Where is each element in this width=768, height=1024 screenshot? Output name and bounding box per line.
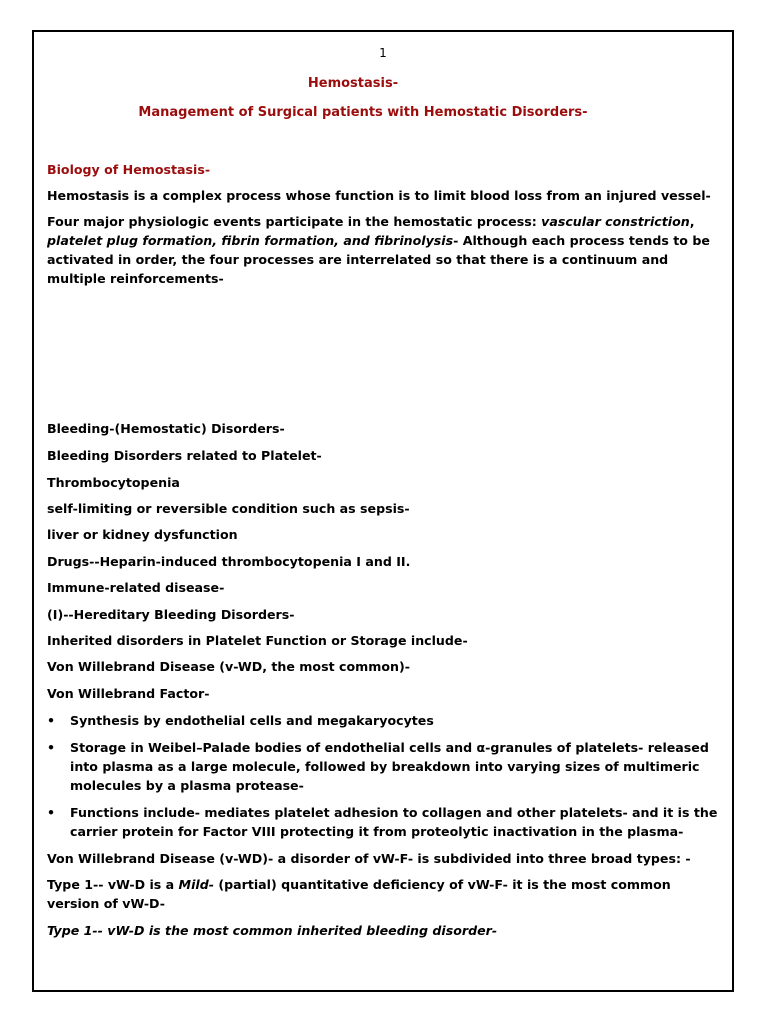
document-subtitle: Management of Surgical patients with Hemostatic Disorders- (138, 105, 588, 120)
document-page (32, 30, 734, 992)
bullet-text: Functions include- mediates platelet adhesion to collagen and other platelets- and it is the carrier protein for Factor VIII protecting it from proteolytic inactivation in the plasma- (70, 805, 718, 839)
type1-paragraph (47, 875, 718, 913)
type1-italic-line: Type 1-- vW-D is the most common inherited bleeding disorder- (47, 923, 498, 938)
type1-rest: (partial) quantitative deficiency of vW-F- it is the most common version of vW-D- (47, 877, 671, 911)
bullet-text: Synthesis by endothelial cells and megakaryocytes (70, 713, 434, 728)
list-line: Bleeding-(Hemostatic) Disorders- (47, 421, 285, 436)
list-line: Von Willebrand Disease (v-WD, the most common)- (47, 659, 410, 674)
list-line: Drugs--Heparin-induced thrombocytopenia I and II. (47, 554, 411, 569)
bullet-dot: • (47, 713, 56, 728)
list-line: Immune-related disease- (47, 580, 225, 595)
paragraph-2-rest: - Although each process tends to be activated in order, the four processes are interrelated so that there is a continuum and multiple reinforcements- (47, 233, 710, 286)
list-line: Bleeding Disorders related to Platelet- (47, 448, 322, 463)
list-line: liver or kidney dysfunction (47, 527, 238, 542)
bullet-text: Storage in Weibel–Palade bodies of endothelial cells and α-granules of platelets- released into plasma as a large molecule, followed by breakdown into varying sizes of multimeric molecules by a plasma protease- (70, 740, 709, 793)
page-number: 1 (379, 46, 387, 60)
paragraph-2-comma: , (689, 214, 695, 229)
list-line: Inherited disorders in Platelet Function or Storage include- (47, 633, 468, 648)
list-line: (I)--Hereditary Bleeding Disorders- (47, 607, 295, 622)
bullet-item (47, 738, 718, 795)
section-heading: Biology of Hemostasis- (47, 162, 211, 177)
bullet-item (47, 803, 718, 841)
list-line: Thrombocytopenia (47, 475, 180, 490)
paragraph-1: Hemostasis is a complex process whose function is to limit blood loss from an injured vessel- (47, 188, 711, 203)
type1-lead: Type 1-- vW-D is a (47, 877, 179, 892)
type1-italic: Mild- (178, 877, 214, 892)
paragraph-2-italic-1: vascular constriction (541, 214, 690, 229)
document-title: Hemostasis- (307, 76, 399, 91)
paragraph-2-italic-2: platelet plug formation, fibrin formation, and fibrinolysis (47, 233, 454, 248)
bullet-dot: • (47, 805, 56, 820)
list-line: self-limiting or reversible condition such as sepsis- (47, 501, 410, 516)
paragraph-2 (47, 212, 718, 288)
vwd-types-line: Von Willebrand Disease (v-WD)- a disorder of vW-F- is subdivided into three broad types: - (47, 851, 691, 866)
paragraph-2-lead: Four major physiologic events participate in the hemostatic process: (47, 214, 542, 229)
list-line: Von Willebrand Factor- (47, 686, 210, 701)
bullet-item (47, 711, 718, 730)
bullet-dot: • (47, 740, 56, 755)
